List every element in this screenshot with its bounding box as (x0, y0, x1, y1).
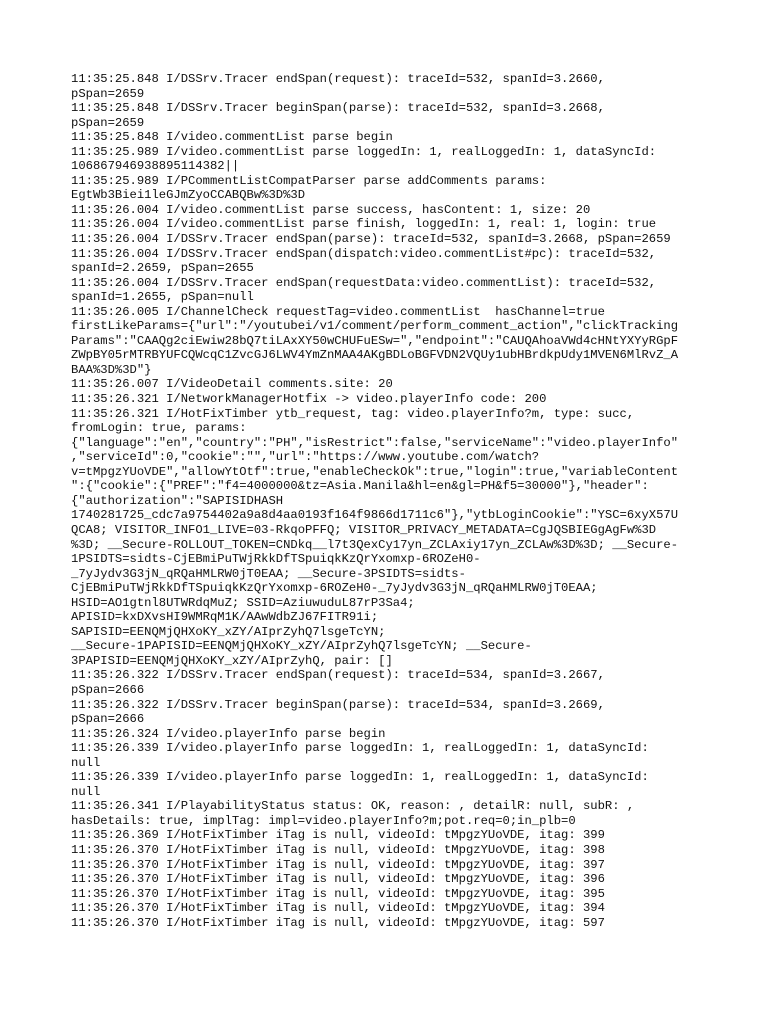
log-line: CjEBmiPuTWjRkkDfTSpuiqkKzQrYxomxp-6ROZeH0-_7yJydv3G3jN_qRQaHMLRW0jT0EAA; (71, 581, 598, 596)
log-line: 11:35:26.370 I/HotFixTimber iTag is null, videoId: tMpgzYUoVDE, itag: 397 (71, 857, 605, 872)
log-line: Params":"CAAQg2ciEwiw28bQ7tiLAxXY50wCHUFuESw=","endpoint":"CAUQAhoaVWd4cHNtYXYyRGpF (71, 333, 679, 348)
log-line: spanId=1.2655, pSpan=null (71, 290, 254, 305)
log-document (71, 72, 703, 930)
log-line: APISID=kxDXvsHI9WMRqM1K/AAwWdbZJ67FITR91i; (71, 610, 379, 625)
log-line: 11:35:25.848 I/video.commentList parse begin (71, 130, 393, 145)
log-line: 11:35:26.004 I/DSSrv.Tracer endSpan(parse): traceId=532, spanId=3.2668, pSpan=2659 (71, 232, 671, 247)
log-line: 11:35:26.004 I/video.commentList parse finish, loggedIn: 1, real: 1, login: true (71, 217, 657, 232)
log-line: null (71, 755, 101, 770)
log-line: 3PAPISID=EENQMjQHXoKY_xZY/AIprZyhQ, pair: [] (71, 653, 393, 668)
log-line: __Secure-1PAPISID=EENQMjQHXoKY_xZY/AIprZyhQ7lsgeTcYN; __Secure- (71, 639, 532, 654)
log-line: pSpan=2659 (71, 115, 145, 130)
log-line: 11:35:26.004 I/DSSrv.Tracer endSpan(dispatch:video.commentList#pc): traceId=532, (71, 246, 657, 261)
log-line: 11:35:26.324 I/video.playerInfo parse begin (71, 726, 386, 741)
log-line: 11:35:26.369 I/HotFixTimber iTag is null, videoId: tMpgzYUoVDE, itag: 399 (71, 828, 605, 843)
log-line: 11:35:26.004 I/video.commentList parse success, hasContent: 1, size: 20 (71, 202, 591, 217)
log-line: 11:35:26.005 I/ChannelCheck requestTag=video.commentList hasChannel=true (71, 304, 605, 319)
log-line: ZWpBY05rMTRBYUFCQWcqC1ZvcGJ6LWV4YmZnMAA4AKgBDLoBGFVDN2VQUy1ubHBrdkpUdy1MVEN6MlRvZ_A (71, 348, 679, 363)
log-line: hasDetails: true, implTag: impl=video.playerInfo?m;pot.req=0;in_plb=0 (71, 813, 576, 828)
log-line: ,"serviceId":0,"cookie":"","url":"https://www.youtube.com/watch? (71, 450, 540, 465)
log-line: ":{"cookie":{"PREF":"f4=4000000&tz=Asia.Manila&hl=en&gl=PH&f5=30000"},"header": (71, 479, 649, 494)
log-line: null (71, 784, 101, 799)
log-line: 11:35:26.321 I/HotFixTimber ytb_request, tag: video.playerInfo?m, type: succ, (71, 406, 635, 421)
log-line: fromLogin: true, params: (71, 421, 247, 436)
log-line: EgtWb3Biei1leGJmZyoCCABQBw%3D%3D (71, 188, 306, 203)
log-line: 11:35:26.370 I/HotFixTimber iTag is null, videoId: tMpgzYUoVDE, itag: 396 (71, 872, 605, 887)
log-line: 1PSIDTS=sidts-CjEBmiPuTWjRkkDfTSpuiqkKzQrYxomxp-6ROZeH0- (71, 552, 481, 567)
log-line: 1740281725_cdc7a9754402a9a8d4aa0193f164f9866d1711c6"},"ytbLoginCookie":"YSC=6xyX57U (71, 508, 679, 523)
log-line: pSpan=2659 (71, 86, 145, 101)
log-line: SAPISID=EENQMjQHXoKY_xZY/AIprZyhQ7lsgeTcYN; (71, 624, 386, 639)
log-line: 11:35:26.007 I/VideoDetail comments.site: 20 (71, 377, 393, 392)
log-line: firstLikeParams={"url":"/youtubei/v1/comment/perform_comment_action","clickTracking (71, 319, 679, 334)
log-line: 11:35:26.339 I/video.playerInfo parse loggedIn: 1, realLoggedIn: 1, dataSyncId: (71, 741, 649, 756)
log-line: 11:35:25.989 I/video.commentList parse loggedIn: 1, realLoggedIn: 1, dataSyncId: (71, 144, 657, 159)
log-line: 11:35:26.341 I/PlayabilityStatus status: OK, reason: , detailR: null, subR: , (71, 799, 635, 814)
log-line: 11:35:26.322 I/DSSrv.Tracer endSpan(request): traceId=534, spanId=3.2667, (71, 668, 605, 683)
log-line: {"authorization":"SAPISIDHASH (71, 493, 284, 508)
log-line: pSpan=2666 (71, 712, 145, 727)
log-line: 106867946938895114382|| (71, 159, 240, 174)
log-line: {"language":"en","country":"PH","isRestrict":false,"serviceName":"video.playerInfo" (71, 435, 679, 450)
log-line: 11:35:26.370 I/HotFixTimber iTag is null, videoId: tMpgzYUoVDE, itag: 597 (71, 915, 605, 930)
log-line: 11:35:26.004 I/DSSrv.Tracer endSpan(requestData:video.commentList): traceId=532, (71, 275, 657, 290)
log-line: 11:35:26.370 I/HotFixTimber iTag is null, videoId: tMpgzYUoVDE, itag: 395 (71, 886, 605, 901)
log-line: v=tMpgzYUoVDE","allowYtOtf":true,"enableCheckOk":true,"login":true,"variableContent (71, 464, 679, 479)
log-line: BAA%3D%3D"} (71, 362, 152, 377)
log-line: 11:35:25.848 I/DSSrv.Tracer endSpan(request): traceId=532, spanId=3.2660, (71, 72, 605, 86)
log-line: 11:35:26.370 I/HotFixTimber iTag is null, videoId: tMpgzYUoVDE, itag: 394 (71, 901, 605, 916)
log-line: 11:35:25.848 I/DSSrv.Tracer beginSpan(parse): traceId=532, spanId=3.2668, (71, 101, 605, 116)
log-line: 11:35:26.370 I/HotFixTimber iTag is null, videoId: tMpgzYUoVDE, itag: 398 (71, 842, 605, 857)
log-line: HSID=AO1gtnl8UTWRdqMuZ; SSID=AziuwuduL87rP3Sa4; (71, 595, 415, 610)
log-line: _7yJydv3G3jN_qRQaHMLRW0jT0EAA; __Secure-3PSIDTS=sidts- (71, 566, 466, 581)
log-line: pSpan=2666 (71, 682, 145, 697)
log-line: spanId=2.2659, pSpan=2655 (71, 261, 254, 276)
log-line: 11:35:26.322 I/DSSrv.Tracer beginSpan(parse): traceId=534, spanId=3.2669, (71, 697, 605, 712)
log-line: 11:35:25.989 I/PCommentListCompatParser parse addComments params: (71, 173, 547, 188)
log-line: %3D; __Secure-ROLLOUT_TOKEN=CNDkq__l7t3QexCy17yn_ZCLAxiy17yn_ZCLAw%3D%3D; __Secure- (71, 537, 679, 552)
log-line: 11:35:26.339 I/video.playerInfo parse loggedIn: 1, realLoggedIn: 1, dataSyncId: (71, 770, 649, 785)
log-line: QCA8; VISITOR_INFO1_LIVE=03-RkqoPFFQ; VISITOR_PRIVACY_METADATA=CgJQSBIEGgAgFw%3D (71, 522, 657, 537)
log-line: 11:35:26.321 I/NetworkManagerHotfix -> video.playerInfo code: 200 (71, 392, 547, 407)
